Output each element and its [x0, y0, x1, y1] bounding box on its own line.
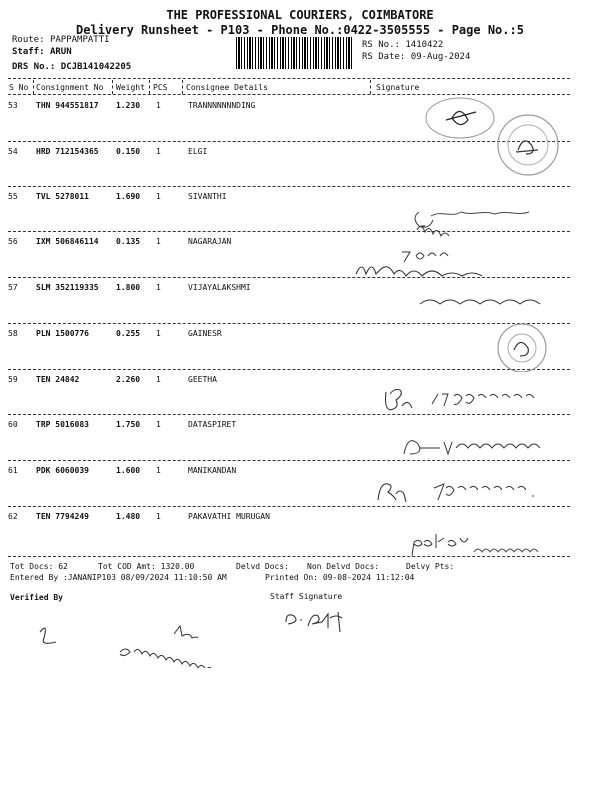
- signature-row56: [352, 246, 532, 292]
- signature-row59: [380, 384, 560, 418]
- row-consignee: TRANNNNNNNDING: [188, 101, 256, 110]
- entered-by-value: JANANIP103 08/09/2024 11:10:50 AM: [67, 573, 227, 582]
- company-title: THE PROFESSIONAL COURIERS, COIMBATORE: [166, 8, 434, 22]
- row-weight: 1.750: [116, 420, 141, 429]
- row-sno: 56: [8, 237, 18, 246]
- row-pcs: 1: [156, 147, 161, 156]
- row-consignment: IXM 506846114: [36, 237, 99, 246]
- row-sno: 61: [8, 466, 18, 475]
- printed-on-value: 09-08-2024 11:12:04: [322, 573, 415, 582]
- delvy-pts-label: Delvy Pts:: [406, 562, 455, 571]
- route-label: Route:: [12, 35, 45, 45]
- row-weight: 0.150: [116, 147, 141, 156]
- row-consignment: PLN 1500776: [36, 329, 89, 338]
- col-signature: Signature: [376, 83, 420, 92]
- row-consignment: THN 944551817: [36, 101, 99, 110]
- non-delvd-docs-label: Non Delvd Docs:: [307, 562, 380, 571]
- col-divider: [149, 80, 150, 94]
- staff-line: [12, 47, 72, 57]
- row-weight: 0.255: [116, 329, 141, 338]
- route-value: PAPPAMPATTI: [49, 35, 110, 45]
- col-divider: [33, 80, 34, 94]
- row-pcs: 1: [156, 512, 161, 521]
- tot-cod-label: Tot COD Amt:: [98, 562, 156, 571]
- row-sno: 59: [8, 375, 18, 384]
- cod-line: [98, 562, 194, 571]
- delvd-docs-label: Delvd Docs:: [236, 562, 289, 571]
- col-divider: [112, 80, 113, 94]
- row-consignee: SIVANTHI: [188, 192, 227, 201]
- route-line: [12, 35, 110, 45]
- rs-date-value: 09-Aug-2024: [410, 52, 471, 62]
- col-sno: S No: [9, 83, 29, 92]
- table-top-rule: [8, 78, 570, 79]
- tot-cod-value: 1320.00: [160, 562, 195, 571]
- row-consignment: TRP 5016083: [36, 420, 89, 429]
- totals-line: [10, 562, 68, 571]
- row-weight: 1.690: [116, 192, 141, 201]
- row-pcs: 1: [156, 237, 161, 246]
- rs-no-line: [362, 40, 443, 50]
- barcode-image: [236, 37, 354, 69]
- verifier-signature: [30, 612, 270, 668]
- row-pcs: 1: [156, 420, 161, 429]
- row-sno: 58: [8, 329, 18, 338]
- rs-no-label: RS No.:: [362, 40, 400, 50]
- entered-by-line: [10, 573, 227, 582]
- col-divider: [370, 80, 371, 94]
- drs-label: DRS No.:: [12, 62, 56, 72]
- row-consignment: HRD 712154365: [36, 147, 99, 156]
- row-consignment: TEN 7794249: [36, 512, 89, 521]
- staff-signature: [280, 606, 370, 640]
- signature-row60: [400, 432, 560, 462]
- row-consignment: PDK 6060039: [36, 466, 89, 475]
- row-weight: 1.600: [116, 466, 141, 475]
- row-weight: 1.800: [116, 283, 141, 292]
- rs-date-label: RS Date:: [362, 52, 406, 62]
- row-sno: 62: [8, 512, 18, 521]
- entered-by-label: Entered By :: [10, 573, 68, 582]
- row-consignee: DATASPIRET: [188, 420, 237, 429]
- row-weight: 1.480: [116, 512, 141, 521]
- row-consignee: MANIKANDAN: [188, 466, 237, 475]
- row-pcs: 1: [156, 375, 161, 384]
- verified-by-label: Verified By: [10, 593, 63, 602]
- row-pcs: 1: [156, 329, 161, 338]
- printed-on-label: Printed On:: [265, 573, 318, 582]
- col-consignee: Consignee Details: [186, 83, 268, 92]
- staff-label: Staff:: [12, 47, 45, 57]
- row-sno: 54: [8, 147, 18, 156]
- row-weight: 0.135: [116, 237, 141, 246]
- signature-row55: [405, 198, 565, 244]
- row-pcs: 1: [156, 192, 161, 201]
- tot-docs-label: Tot Docs:: [10, 562, 54, 571]
- row-sno: 57: [8, 283, 18, 292]
- drs-line: [12, 62, 131, 72]
- signature-row62: [408, 528, 578, 558]
- col-divider: [182, 80, 183, 94]
- rs-no-value: 1410422: [405, 40, 444, 50]
- signature-row61: [374, 474, 554, 508]
- col-consignment: Consignment No: [36, 83, 104, 92]
- row-pcs: 1: [156, 466, 161, 475]
- row-consignee: ELGI: [188, 147, 208, 156]
- row-consignee: GAINESR: [188, 329, 222, 338]
- company-stamp-top: [420, 90, 560, 180]
- signature-row57-58-stamp: [420, 292, 590, 372]
- row-consignee: GEETHA: [188, 375, 217, 384]
- row-consignment: TEN 24842: [36, 375, 80, 384]
- row-consignee: VIJAYALAKSHMI: [188, 283, 251, 292]
- row-weight: 1.230: [116, 101, 141, 110]
- row-pcs: 1: [156, 101, 161, 110]
- drs-value: DCJB141042205: [60, 62, 132, 72]
- tot-docs-value: 62: [58, 562, 68, 571]
- row-sno: 55: [8, 192, 18, 201]
- staff-signature-label: Staff Signature: [270, 592, 343, 601]
- col-pcs: PCS: [153, 83, 168, 92]
- row-weight: 2.260: [116, 375, 141, 384]
- printed-on-line: [265, 573, 414, 582]
- row-consignee: PAKAVATHI MURUGAN: [188, 512, 270, 521]
- row-consignment: TVL 5278011: [36, 192, 89, 201]
- row-pcs: 1: [156, 283, 161, 292]
- row-sno: 53: [8, 101, 18, 110]
- staff-value: ARUN: [49, 47, 72, 57]
- runsheet-title: Delivery Runsheet - P103 - Phone No.:0422-3505555 - Page No.:5: [76, 23, 524, 37]
- rs-date-line: [362, 52, 470, 62]
- col-weight: Weight: [116, 83, 145, 92]
- row-sno: 60: [8, 420, 18, 429]
- row-consignment: SLM 352119335: [36, 283, 99, 292]
- row-consignee: NAGARAJAN: [188, 237, 232, 246]
